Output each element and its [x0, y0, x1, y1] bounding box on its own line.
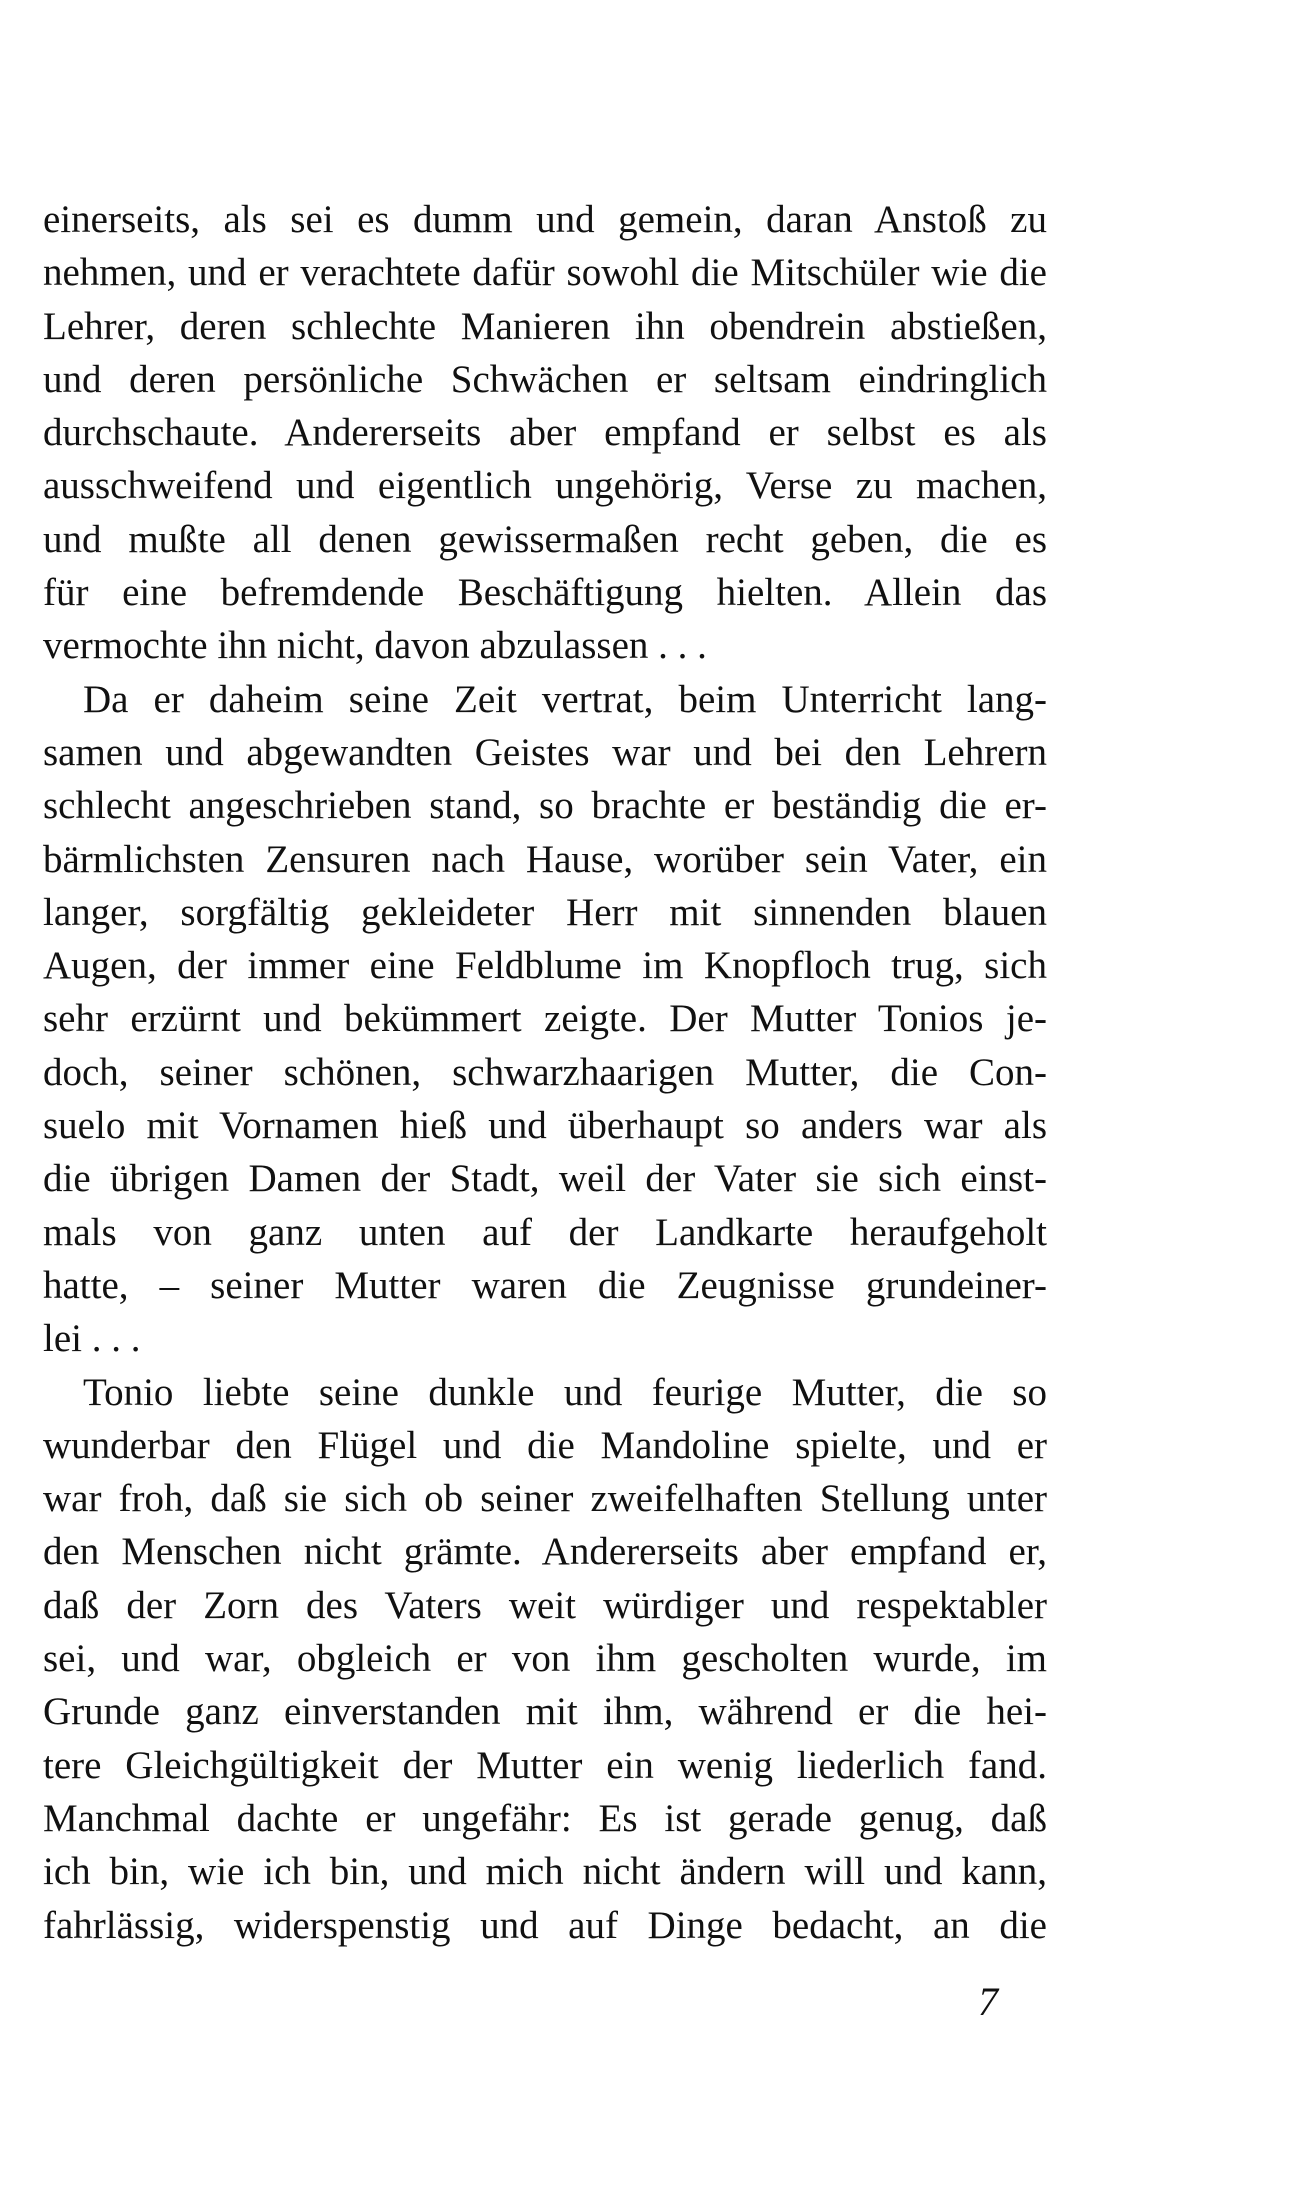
text-line: sehr erzürnt und bekümmert zeigte. Der Mutter Tonios je- — [43, 997, 1047, 1041]
text-line: schlecht angeschrieben stand, so brachte er beständig die er- — [43, 784, 1047, 828]
text-line: den Menschen nicht grämte. Andererseits aber empfand er, — [43, 1530, 1047, 1574]
text-line: sei, und war, obgleich er von ihm gescholten wurde, im — [43, 1637, 1047, 1681]
text-line: wunderbar den Flügel und die Mandoline spielte, und er — [43, 1423, 1047, 1467]
text-line: Tonio liebte seine dunkle und feurige Mutter, die so — [83, 1370, 1047, 1414]
text-line: Manchmal dachte er ungefähr: Es ist gerade genug, daß — [43, 1796, 1047, 1840]
text-line: suelo mit Vornamen hieß und überhaupt so anders war als — [43, 1104, 1047, 1148]
text-line: ich bin, wie ich bin, und mich nicht ändern will und kann, — [43, 1850, 1047, 1894]
text-line: Lehrer, deren schlechte Manieren ihn obendrein abstießen, — [43, 304, 1047, 348]
text-line: lei . . . — [43, 1317, 141, 1361]
text-line: samen und abgewandten Geistes war und bei den Lehrern — [43, 730, 1047, 774]
text-line: langer, sorgfältig gekleideter Herr mit sinnenden blauen — [43, 890, 1047, 934]
text-line: daß der Zorn des Vaters weit würdiger und respektabler — [43, 1583, 1047, 1627]
text-line: war froh, daß sie sich ob seiner zweifelhaften Stellung unter — [43, 1477, 1047, 1521]
text-line: hatte, – seiner Mutter waren die Zeugnisse grundeiner- — [43, 1263, 1047, 1307]
page-number: 7 — [978, 1979, 998, 2024]
text-line: mals von ganz unten auf der Landkarte heraufgeholt — [43, 1210, 1047, 1254]
text-line: für eine befremdende Beschäftigung hielten. Allein das — [43, 571, 1047, 615]
text-line: und mußte all denen gewissermaßen recht geben, die es — [43, 517, 1047, 561]
text-line: vermochte ihn nicht, davon abzulassen . . . — [43, 624, 707, 668]
text-line: fahrlässig, widerspenstig und auf Dinge bedacht, an die — [43, 1903, 1047, 1947]
body-text — [43, 193, 1047, 1952]
text-line: Da er daheim seine Zeit vertrat, beim Unterricht lang- — [83, 677, 1047, 721]
text-line: Augen, der immer eine Feldblume im Knopfloch trug, sich — [43, 944, 1047, 988]
text-line: die übrigen Damen der Stadt, weil der Vater sie sich einst- — [43, 1157, 1047, 1201]
text-line: Grunde ganz einverstanden mit ihm, während er die hei- — [43, 1690, 1047, 1734]
text-line: nehmen, und er verachtete dafür sowohl die Mitschüler wie die — [43, 251, 1047, 295]
text-line: doch, seiner schönen, schwarzhaarigen Mutter, die Con- — [43, 1050, 1047, 1094]
text-line: und deren persönliche Schwächen er seltsam eindringlich — [43, 357, 1047, 401]
text-line: durchschaute. Andererseits aber empfand er selbst es als — [43, 411, 1047, 455]
text-line: tere Gleichgültigkeit der Mutter ein wenig liederlich fand. — [43, 1743, 1047, 1787]
text-line: ausschweifend und eigentlich ungehörig, Verse zu machen, — [43, 464, 1047, 508]
text-line: bärmlichsten Zensuren nach Hause, worüber sein Vater, ein — [43, 837, 1047, 881]
text-line: einerseits, als sei es dumm und gemein, daran Anstoß zu — [43, 198, 1047, 241]
